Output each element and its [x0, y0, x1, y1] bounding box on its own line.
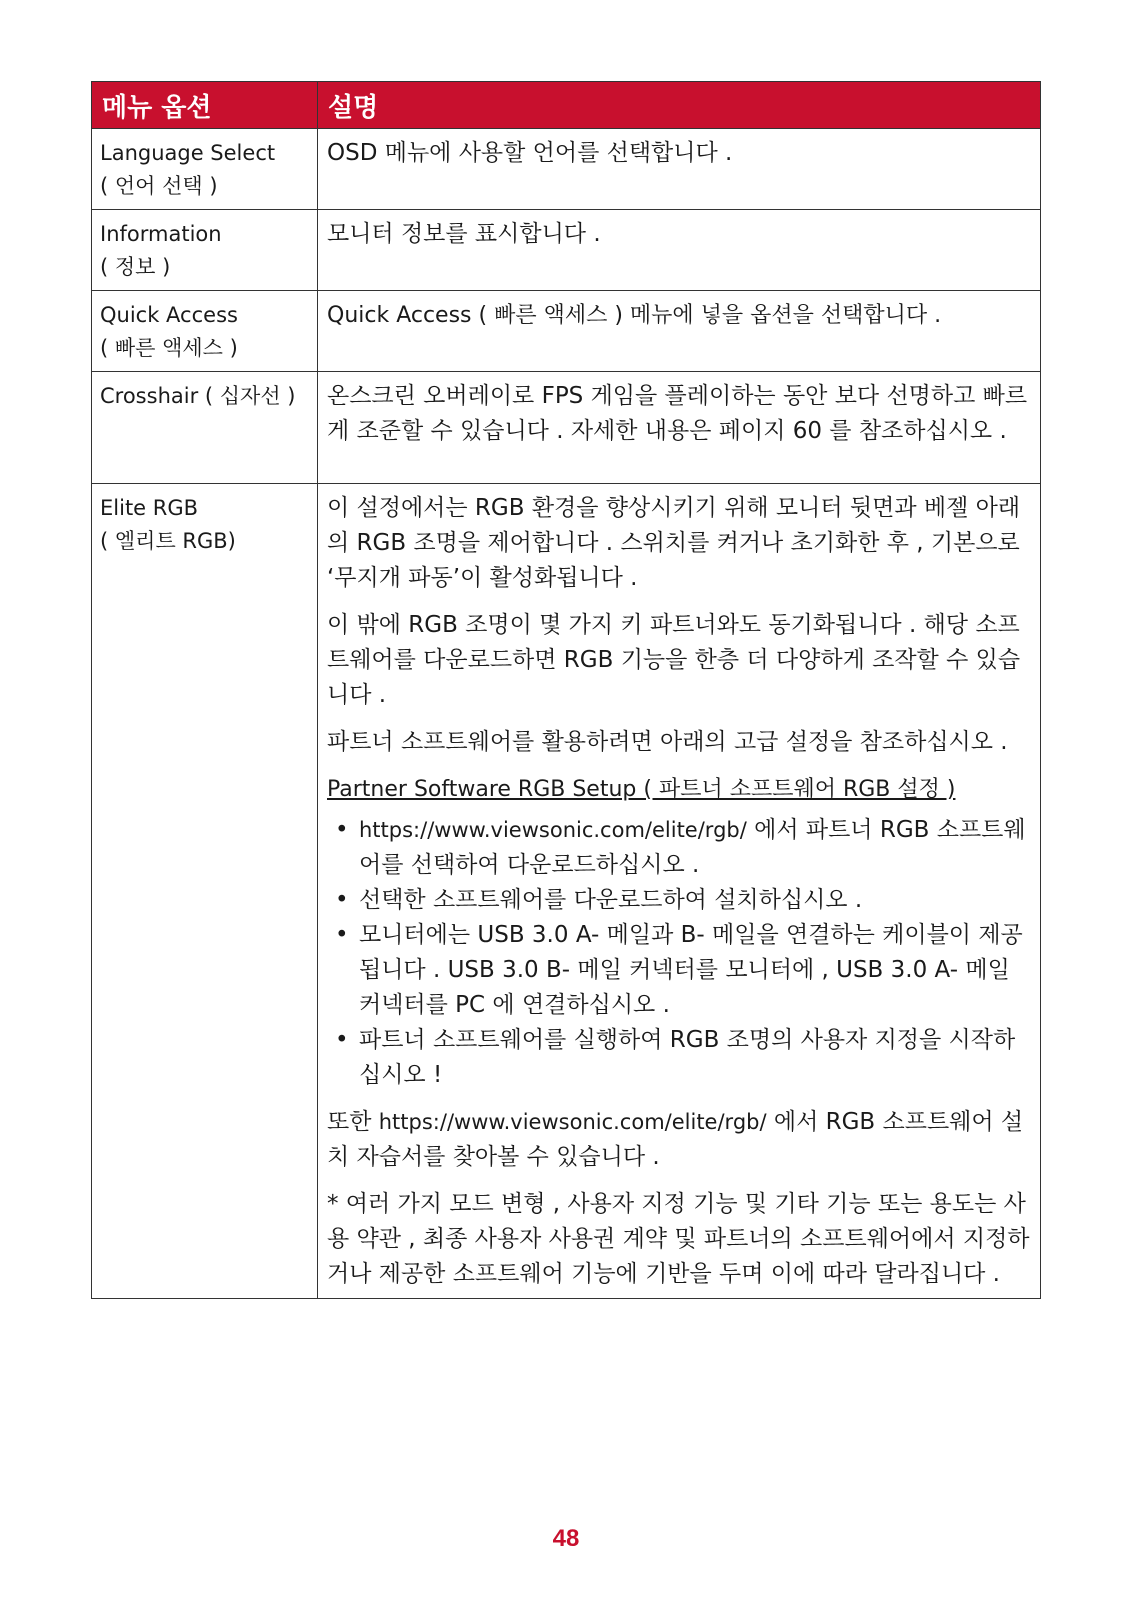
partner-setup-heading: Partner Software RGB Setup ( 파트너 소프트웨어 RGB 설정 ) [327, 777, 956, 802]
page-number: 48 [552, 1525, 580, 1552]
step-text: 모니터에는 USB 3.0 A- 메일과 B- 메일을 연결하는 케이블이 제공됩니다 . USB 3.0 B- 메일 커넥터를 모니터에 , USB 3.0 A- 메일 커넥터를 PC 에 연결하십시오 . [359, 922, 1023, 1018]
description-cell [318, 129, 1041, 210]
description-cell [318, 484, 1041, 1299]
description-text: 모니터 정보를 표시합니다 . [327, 221, 601, 247]
option-name: Quick Access [100, 303, 238, 327]
option-name: Information [100, 222, 222, 246]
table-header-row [92, 82, 1041, 129]
option-name-ko: ( 정보 ) [100, 255, 171, 279]
elite-intro-text: 이 설정에서는 RGB 환경을 향상시키기 위해 모니터 뒷면과 베젤 아래의 RGB 조명을 제어합니다 . 스위치를 켜거나 초기화한 후 , 기본으로 ‘무지개 파동’이 활성화됩니다 . [327, 495, 1021, 591]
tutorial-prefix: 또한 [327, 1109, 379, 1135]
option-cell [92, 210, 318, 291]
table-row [92, 372, 1041, 484]
tutorial-suffix: 에서 RGB 소프트웨어 설치 자습서를 찾아볼 수 있습니다 . [327, 1109, 1024, 1170]
table-row [92, 291, 1041, 372]
option-name-ko: ( 빠른 액세스 ) [100, 336, 238, 360]
table-row [92, 484, 1041, 1299]
option-name: Language Select [100, 141, 276, 165]
step-text: 선택한 소프트웨어를 다운로드하여 설치하십시오 . [359, 887, 863, 913]
description-cell [318, 372, 1041, 484]
menu-options-table [91, 81, 1041, 1299]
step-text: 에서 파트너 RGB 소프트웨어를 선택하여 다운로드하십시오 . [359, 817, 1026, 878]
option-name: Elite RGB [100, 496, 199, 520]
table-row [92, 129, 1041, 210]
table-row [92, 210, 1041, 291]
option-cell [92, 372, 318, 484]
list-item [327, 883, 1032, 918]
description-text: Quick Access ( 빠른 액세스 ) 메뉴에 넣을 옵션을 선택합니다 . [327, 303, 942, 328]
viewsonic-rgb-link[interactable]: https://www.viewsonic.com/elite/rgb/ [359, 818, 747, 842]
elite-sync-text: 이 밖에 RGB 조명이 몇 가지 키 파트너와도 동기화됩니다 . 해당 소프트웨어를 다운로드하면 RGB 기능을 한층 더 다양하게 조작할 수 있습니다 . [327, 612, 1021, 708]
setup-steps-list [327, 813, 1032, 1093]
tutorial-link[interactable]: https://www.viewsonic.com/elite/rgb/ [378, 1110, 767, 1134]
list-item [327, 918, 1032, 1023]
list-item [327, 813, 1032, 883]
step-text: 파트너 소프트웨어를 실행하여 RGB 조명의 사용자 지정을 시작하십시오 ! [359, 1027, 1016, 1088]
description-cell [318, 210, 1041, 291]
description-text: OSD 메뉴에 사용할 언어를 선택합니다 . [327, 140, 733, 166]
header-description: 설명 [318, 82, 1041, 129]
option-name: Crosshair ( 십자선 ) [100, 384, 296, 408]
option-name-ko: ( 언어 선택 ) [100, 174, 218, 198]
option-cell [92, 291, 318, 372]
option-cell [92, 129, 318, 210]
description-cell [318, 291, 1041, 372]
description-text: 온스크린 오버레이로 FPS 게임을 플레이하는 동안 보다 선명하고 빠르게 조준할 수 있습니다 . 자세한 내용은 페이지 60 를 참조하십시오 . [327, 383, 1028, 444]
option-name-ko: ( 엘리트 RGB) [100, 529, 236, 553]
list-item [327, 1023, 1032, 1093]
header-menu-option: 메뉴 옵션 [92, 82, 318, 129]
elite-advanced-text: 파트너 소프트웨어를 활용하려면 아래의 고급 설정을 참조하십시오 . [327, 729, 1008, 755]
option-cell [92, 484, 318, 1299]
disclaimer-text: * 여러 가지 모드 변형 , 사용자 지정 기능 및 기타 기능 또는 용도는 사용 약관 , 최종 사용자 사용권 계약 및 파트너의 소프트웨어에서 지정하거나 제공한 소프트웨어 기능에 기반을 두며 이에 따라 달라집니다 . [327, 1191, 1030, 1287]
tutorial-text [327, 1105, 1032, 1175]
